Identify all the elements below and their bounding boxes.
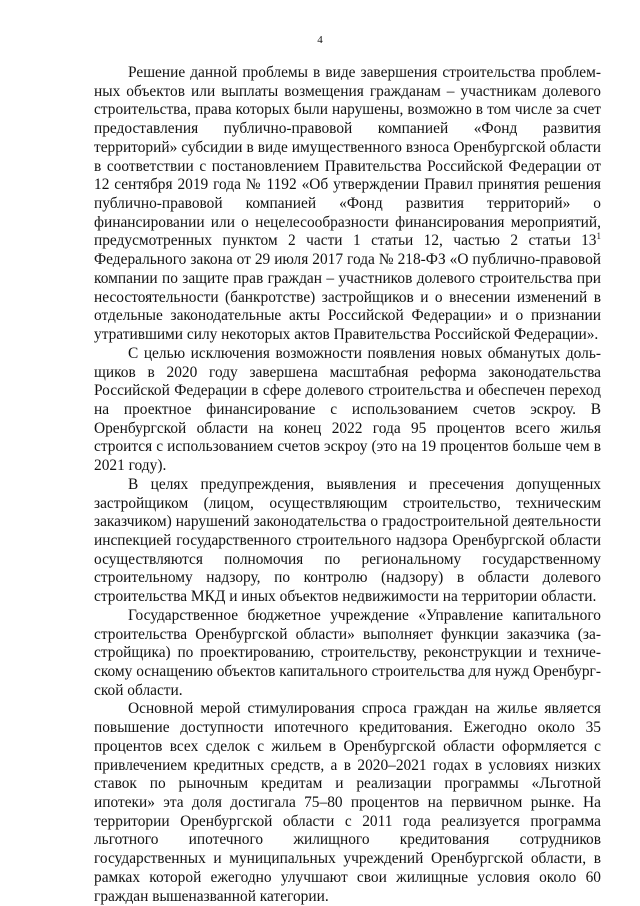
page-number: 4 xyxy=(317,34,323,46)
paragraph-4: Государственное бюджетное учреждение «Управление капитального строительства Оренбургской области» выполняет функции заказчика (застройщика) по проектированию, строительству, реконструкции и техническому оснащению объектов капитального строительства для нужд Оренбургской области. xyxy=(94,606,601,699)
paragraph-3: В целях предупреждения, выявления и пресечения допущенных застройщиком (лицом, осуществляющим строительство, техническим заказчиком) нарушений законодательства о градостроительной деятельности инспекцией государственного строительного надзора Оренбургской области осуществляются полномочия по региональному государственному строительному надзору, по контролю (надзору) в области долевого строительства МКД и иных объектов недвижимости на территории области. xyxy=(94,475,601,606)
paragraph-1-text-after: Федерального закона от 29 июля 2017 года № 218-ФЗ «О публично-правовой компании по защите прав граждан – участников долевого строительства при несостоятельности (банкротстве) застройщиков и о внесении изменений в отдельные законодательные акты Российской Федерации» и о признании утратившими силу некоторых актов Правительства Российской Федерации». xyxy=(94,251,601,344)
paragraph-1 xyxy=(94,64,601,345)
superscript-mark: 1 xyxy=(596,231,601,242)
paragraph-2: С целью исключения возможности появления новых обманутых дольщиков в 2020 году завершена масштабная реформа законодательства Российской Федерации в сфере долевого строительства и обеспечен переход на проектное финансирование с использованием счетов эскроу. В Оренбургской области на конец 2022 года 95 процентов всего жилья строится с использованием счетов эскроу (это на 19 процентов больше чем в 2021 году). xyxy=(94,344,601,475)
paragraph-5: Основной мерой стимулирования спроса граждан на жилье является повышение доступности ипотечного кредитования. Ежегодно около 35 процентов всех сделок с жильем в Оренбургской области оформляется с привлечением кредитных средств, а в 2020–2021 годах в условиях низких ставок по рыночным кредитам и реализации программы «Льготной ипотеки» эта доля достигала 75–80 процентов на первичном рынке. На территории Оренбургской области с 2011 года реализуется программа льготного ипотечного жилищного кредитования сотрудников государственных и муниципальных учреждений Оренбургской области, в рамках которой ежегодно улучшают свои жилищные условия около 60 граждан вышеназванной категории. xyxy=(94,700,601,905)
document-body xyxy=(94,64,601,906)
paragraph-1-text-before: Решение данной проблемы в виде завершения строительства проблемных объектов или выплаты возмещения гражданам – участникам долевого строительства, права которых были нарушены, возможно в том числе за счет предоставления публично-правовой компанией «Фонд развития территорий» субсидии в виде имущественного взноса Оренбургской области в соответствии с постановлением Правительства Российской Федерации от 12 сентября 2019 года № 1192 «Об утверждении Правил принятия решения публично-правовой компанией «Фонд развития территорий» о финансировании или о нецелесообразности финансирования мероприятий, предусмотренных пунктом 2 части 1 статьи 12, частью 2 статьи 13 xyxy=(94,64,601,250)
